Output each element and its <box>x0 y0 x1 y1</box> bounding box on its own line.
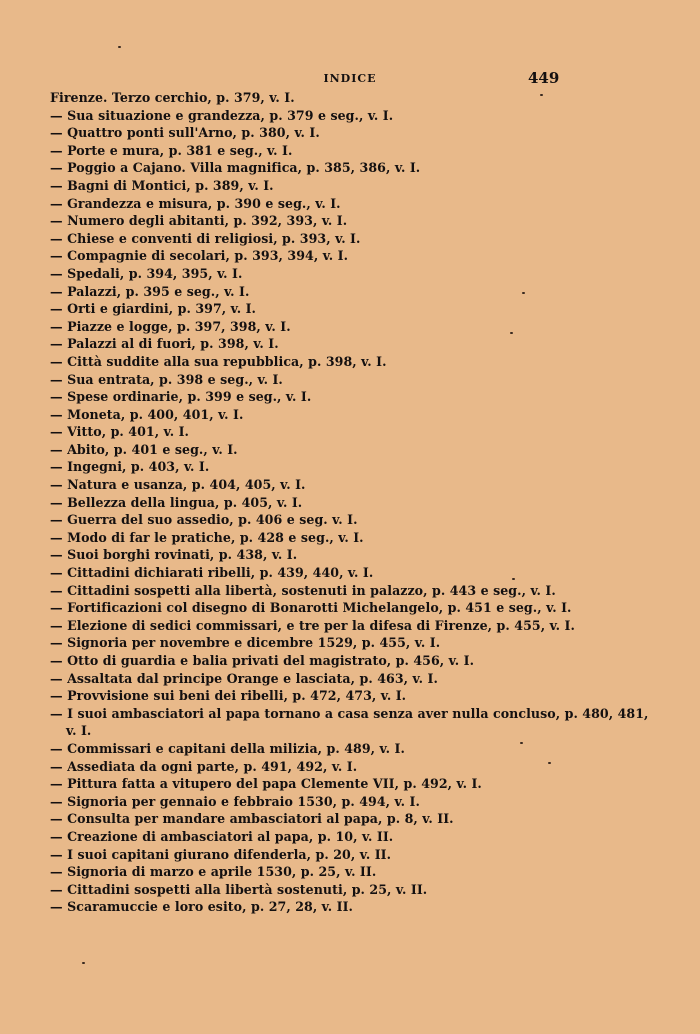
index-entry: — Modo di far le pratiche, p. 428 e seg., v. I. <box>50 529 364 545</box>
index-entry: — Provvisione sui beni dei ribelli, p. 472, 473, v. I. <box>50 688 407 704</box>
index-entry: — Bagni di Montici, p. 389, v. I. <box>50 177 274 193</box>
index-entry: — Cittadini dichiarati ribelli, p. 439, 440, v. I. <box>50 565 374 581</box>
index-entry: — Assaltata dal principe Orange e lasciata, p. 463, v. I. <box>50 670 438 686</box>
index-entry: — Fortificazioni col disegno di Bonarotti Michelangelo, p. 451 e seg., v. I. <box>50 600 572 616</box>
index-entry: — Piazze e logge, p. 397, 398, v. I. <box>50 318 291 334</box>
index-entry: — Pittura fatta a vitupero del papa Clemente VII, p. 492, v. I. <box>50 776 482 792</box>
index-entry: — Vitto, p. 401, v. I. <box>50 424 189 440</box>
page-header-title: INDICE <box>323 72 377 85</box>
index-entry: — Orti e giardini, p. 397, v. I. <box>50 301 256 317</box>
index-entry: — Spese ordinarie, p. 399 e seg., v. I. <box>50 389 312 405</box>
index-entry: — Suoi borghi rovinati, p. 438, v. I. <box>50 547 298 563</box>
index-entry: — Poggio a Cajano. Villa magnifica, p. 385, 386, v. I. <box>50 160 421 176</box>
index-entry: — Chiese e conventi di religiosi, p. 393, v. I. <box>50 230 361 246</box>
index-entry: — Scaramuccie e loro esito, p. 27, 28, v. II. <box>50 899 353 915</box>
index-entry: — Moneta, p. 400, 401, v. I. <box>50 406 244 422</box>
index-entry: — Città suddite alla sua repubblica, p. 398, v. I. <box>50 353 387 369</box>
index-entry: — Grandezza e misura, p. 390 e seg., v. I. <box>50 195 341 211</box>
page-number: 449 <box>528 69 560 87</box>
index-entry: — Signoria di marzo e aprile 1530, p. 25, v. II. <box>50 864 377 880</box>
index-entry: — I suoi capitani giurano difenderla, p. 20, v. II. <box>50 846 392 862</box>
index-entry: — Numero degli abitanti, p. 392, 393, v. I. <box>50 213 348 229</box>
index-entry: — Sua situazione e grandezza, p. 379 e seg., v. I. <box>50 107 394 123</box>
index-entry-list <box>50 89 660 916</box>
index-entry: — Consulta per mandare ambasciatori al papa, p. 8, v. II. <box>50 811 454 827</box>
index-entry: — Signoria per novembre e dicembre 1529, p. 455, v. I. <box>50 635 441 651</box>
index-entry: — Bellezza della lingua, p. 405, v. I. <box>50 494 303 510</box>
paper-speck <box>510 332 513 334</box>
index-entry: — Abito, p. 401 e seg., v. I. <box>50 441 238 457</box>
index-entry: — Palazzi, p. 395 e seg., v. I. <box>50 283 250 299</box>
index-entry: — Sua entrata, p. 398 e seg., v. I. <box>50 371 283 387</box>
paper-speck <box>82 962 85 964</box>
paper-speck <box>512 578 515 580</box>
index-entry: — Compagnie di secolari, p. 393, 394, v. I. <box>50 248 349 264</box>
index-entry: Firenze. Terzo cerchio, p. 379, v. I. <box>50 90 295 105</box>
index-entry: — Cittadini sospetti alla libertà sostenuti, p. 25, v. II. <box>50 881 428 897</box>
index-entry: — Commissari e capitani della milizia, p. 489, v. I. <box>50 740 405 756</box>
paper-speck <box>520 742 523 744</box>
index-entry: — Guerra del suo assedio, p. 406 e seg. v. I. <box>50 512 358 528</box>
paper-speck <box>522 292 525 294</box>
index-entry: — Quattro ponti sull'Arno, p. 380, v. I. <box>50 125 320 141</box>
index-entry: — Signoria per gennaio e febbraio 1530, p. 494, v. I. <box>50 793 420 809</box>
index-entry: — Natura e usanza, p. 404, 405, v. I. <box>50 477 306 493</box>
index-entry: — Elezione di sedici commissari, e tre per la difesa di Firenze, p. 455, v. I. <box>50 617 575 633</box>
paper-speck <box>548 762 551 764</box>
index-entry: — Ingegni, p. 403, v. I. <box>50 459 210 475</box>
index-entry: — Assediata da ogni parte, p. 491, 492, v. I. <box>50 758 358 774</box>
index-entry: — Creazione di ambasciatori al papa, p. 10, v. II. <box>50 828 394 844</box>
index-entry: — Spedali, p. 394, 395, v. I. <box>50 265 243 281</box>
paper-speck <box>118 46 121 48</box>
index-entry: — I suoi ambasciatori al papa tornano a casa senza aver nulla concluso, p. 480, 481, v. I. <box>50 705 649 739</box>
index-entry: — Otto di guardia e balia privati del magistrato, p. 456, v. I. <box>50 653 475 668</box>
index-entry: — Cittadini sospetti alla libertà, sostenuti in palazzo, p. 443 e seg., v. I. <box>50 582 556 598</box>
index-entry: — Porte e mura, p. 381 e seg., v. I. <box>50 142 293 158</box>
paper-speck <box>540 94 543 96</box>
index-entry: — Palazzi al di fuori, p. 398, v. I. <box>50 336 279 352</box>
